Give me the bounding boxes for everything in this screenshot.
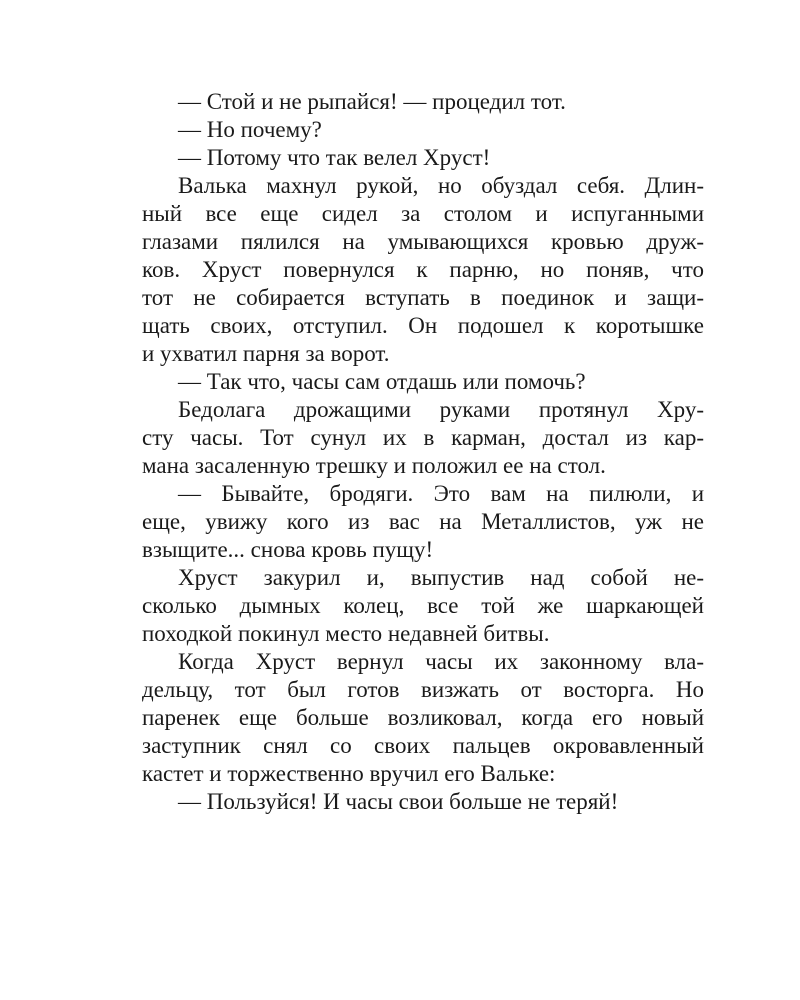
paragraph-line: кастет и торжественно вручил его Вальке: [142,761,556,786]
paragraph-line: заступник снял со своих пальцев окровавленный [142,733,704,758]
dialogue-line: — Пользуйся! И часы свои больше не теряй! [178,789,619,814]
paragraph-line: сту часы. Тот сунул их в карман, достал из кар- [142,425,704,450]
paragraph-line: глазами пялился на умывающихся кровью друж- [142,229,704,254]
paragraph-line: Когда Хруст вернул часы их законному вла- [178,649,704,674]
book-page-text [142,88,704,816]
paragraph-line: и ухватил парня за ворот. [142,341,390,366]
dialogue-line: — Но почему? [178,117,322,142]
paragraph-line: мана засаленную трешку и положил ее на стол. [142,453,606,478]
paragraph-line: ный все еще сидел за столом и испуганными [142,201,704,226]
paragraph-line: Хруст закурил и, выпустив над собой не- [178,565,704,590]
paragraph-line: паренек еще больше возликовал, когда его новый [142,705,704,730]
paragraph-line: ков. Хруст повернулся к парню, но поняв, что [142,257,704,282]
paragraph-line: щать своих, отступил. Он подошел к коротышке [142,313,704,338]
paragraph-line: Валька махнул рукой, но обуздал себя. Длин- [178,173,704,198]
dialogue-line: — Потому что так велел Хруст! [178,145,491,170]
paragraph-line: сколько дымных колец, все той же шаркающей [142,593,704,618]
dialogue-line: еще, увижу кого из вас на Металлистов, уж не [142,509,704,534]
paragraph-line: Бедолага дрожащими руками протянул Хру- [178,397,704,422]
paragraph-line: походкой покинул место недавней битвы. [142,621,550,646]
dialogue-line: взыщите... снова кровь пущу! [142,537,434,562]
paragraph-line: тот не собирается вступать в поединок и защи- [142,285,704,310]
paragraph-line: дельцу, тот был готов визжать от восторга. Но [142,677,704,702]
dialogue-line: — Стой и не рыпайся! — процедил тот. [178,89,566,114]
dialogue-line: — Бывайте, бродяги. Это вам на пилюли, и [178,481,704,506]
dialogue-line: — Так что, часы сам отдашь или помочь? [178,369,586,394]
